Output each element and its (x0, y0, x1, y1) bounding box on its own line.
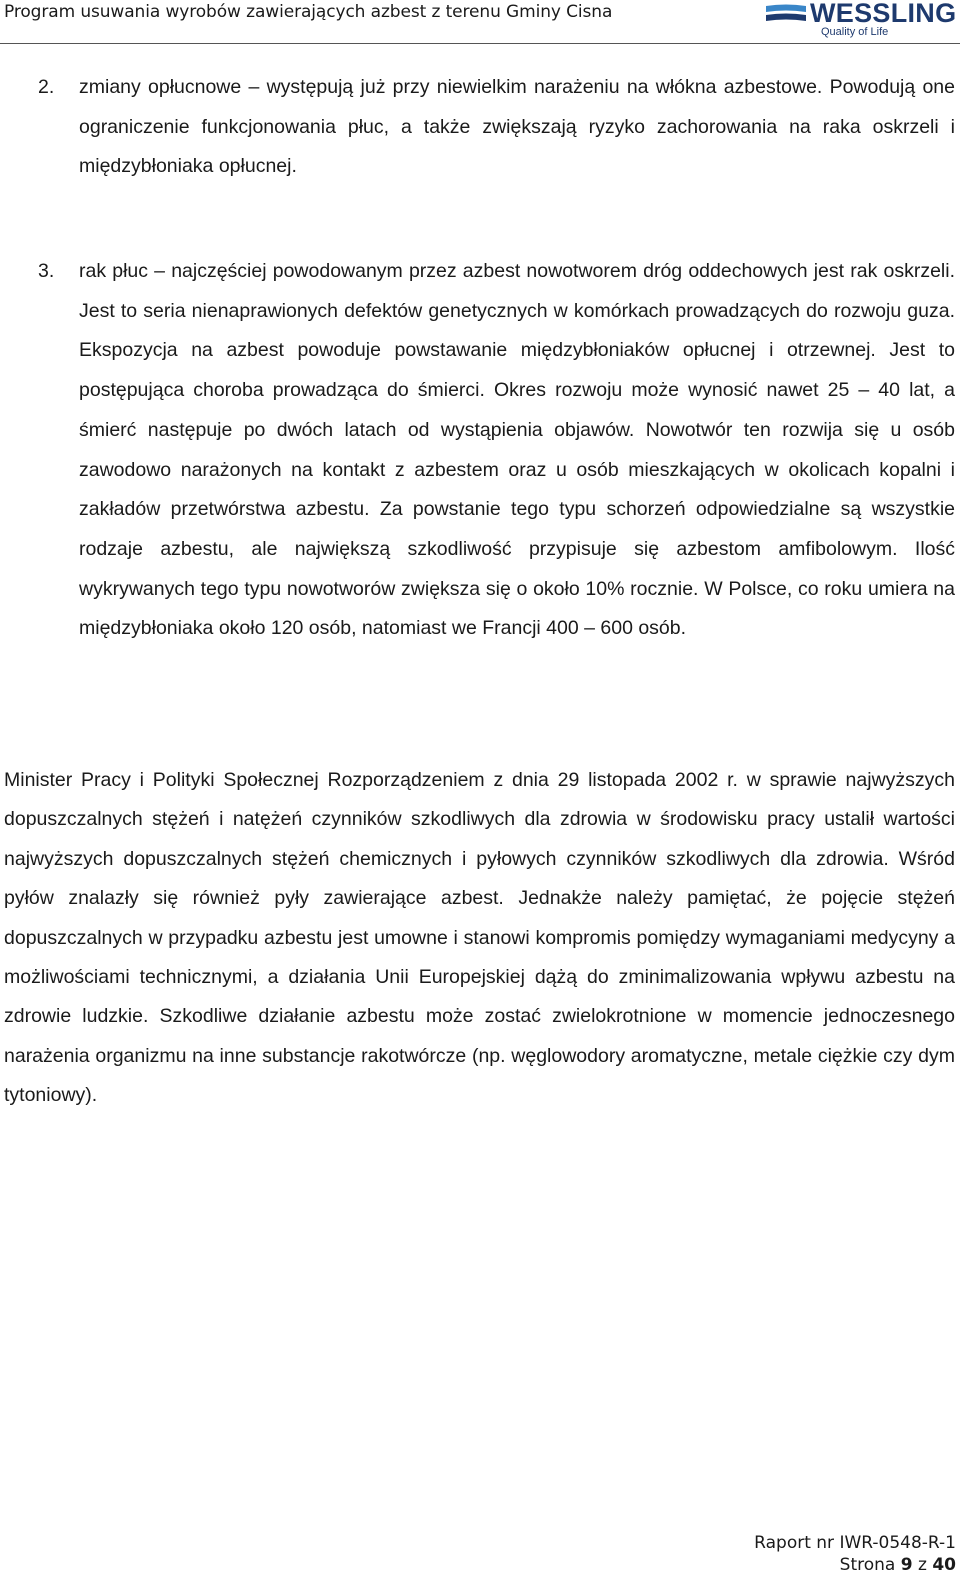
page-total: 40 (932, 1555, 956, 1575)
logo-tagline: Quality of Life (821, 26, 889, 38)
list-item-3 (38, 252, 955, 649)
page-header (0, 0, 960, 44)
page-footer (754, 1532, 956, 1576)
list-item-text: rak płuc – najczęściej powodowanym przez azbest nowotworem dróg oddechowych jest rak oskrzeli. Jest to seria nienaprawionych defektów genetycznych w komórkach prowadzących do rozwoju guza. Ekspozycja na azbest powoduje powstawanie międzybłoniaków opłucnej i otrzewnej. Jest to postępująca choroba prowadząca do śmierci. Okres rozwoju może wynosić nawet 25 – 40 lat, a śmierć następuje po dwóch latach od wystąpienia objawów. Nowotwór ten rozwija się u osób zawodowo narażonych na kontakt z azbestem oraz u osób mieszkających w okolicach kopalni i zakładów przetwórstwa azbestu. Za powstanie tego typu schorzeń odpowiedzialne są wszystkie rodzaje azbestu, ale największą szkodliwość przypisuje się azbestom amfibolowym. Ilość wykrywanych tego typu nowotworów zwiększa się o około 10% rocznie. W Polsce, co roku umiera na międzybłoniaka około 120 osób, natomiast we Francji 400 – 600 osób. (79, 260, 955, 640)
list-item-text: zmiany opłucnowe – występują już przy niewielkim narażeniu na włókna azbestowe. Powodują one ograniczenie funkcjonowania płuc, a także zwiększają ryzyko zachorowania na raka oskrzeli i międzybłoniaka opłucnej. (79, 76, 955, 178)
document-title: Program usuwania wyrobów zawierających azbest z terenu Gminy Cisna (4, 2, 613, 22)
page-current: 9 (900, 1555, 913, 1575)
list-item-2 (38, 68, 955, 187)
wessling-logo (766, 0, 960, 42)
page-number (754, 1554, 956, 1576)
page-label: Strona (839, 1555, 896, 1575)
list-item-number: 3. (38, 260, 55, 282)
list-item-number: 2. (38, 76, 55, 98)
logo-wordmark: WESSLING (810, 0, 957, 28)
header-divider (0, 43, 960, 44)
report-number: Raport nr IWR-0548-R-1 (754, 1533, 956, 1553)
body-paragraph: Minister Pracy i Polityki Społecznej Rozporządzeniem z dnia 29 listopada 2002 r. w sprawie najwyższych dopuszczalnych stężeń i natężeń czynników szkodliwych dla zdrowia w środowisku pracy ustalił wartości najwyższych dopuszczalnych stężeń chemicznych i pyłowych czynników szkodliwych dla zdrowia. Wśród pyłów znalazły się również pyły zawierające azbest. Jednakże należy pamiętać, że pojęcie stężeń dopuszczalnych w przypadku azbestu jest umowne i stanowi kompromis pomiędzy wymaganiami medycyny a możliwościami technicznymi, a działania Unii Europejskiej dążą do zminimalizowania wpływu azbestu na zdrowie ludzkie. Szkodliwe działanie azbestu może zostać zwielokrotnione w momencie jednoczesnego narażenia organizmu na inne substancje rakotwórcze (np. węglowodory aromatyczne, metale ciężkie czy dym tytoniowy). (4, 769, 955, 1107)
logo-mark-icon (766, 4, 806, 24)
page-of: z (917, 1555, 927, 1575)
